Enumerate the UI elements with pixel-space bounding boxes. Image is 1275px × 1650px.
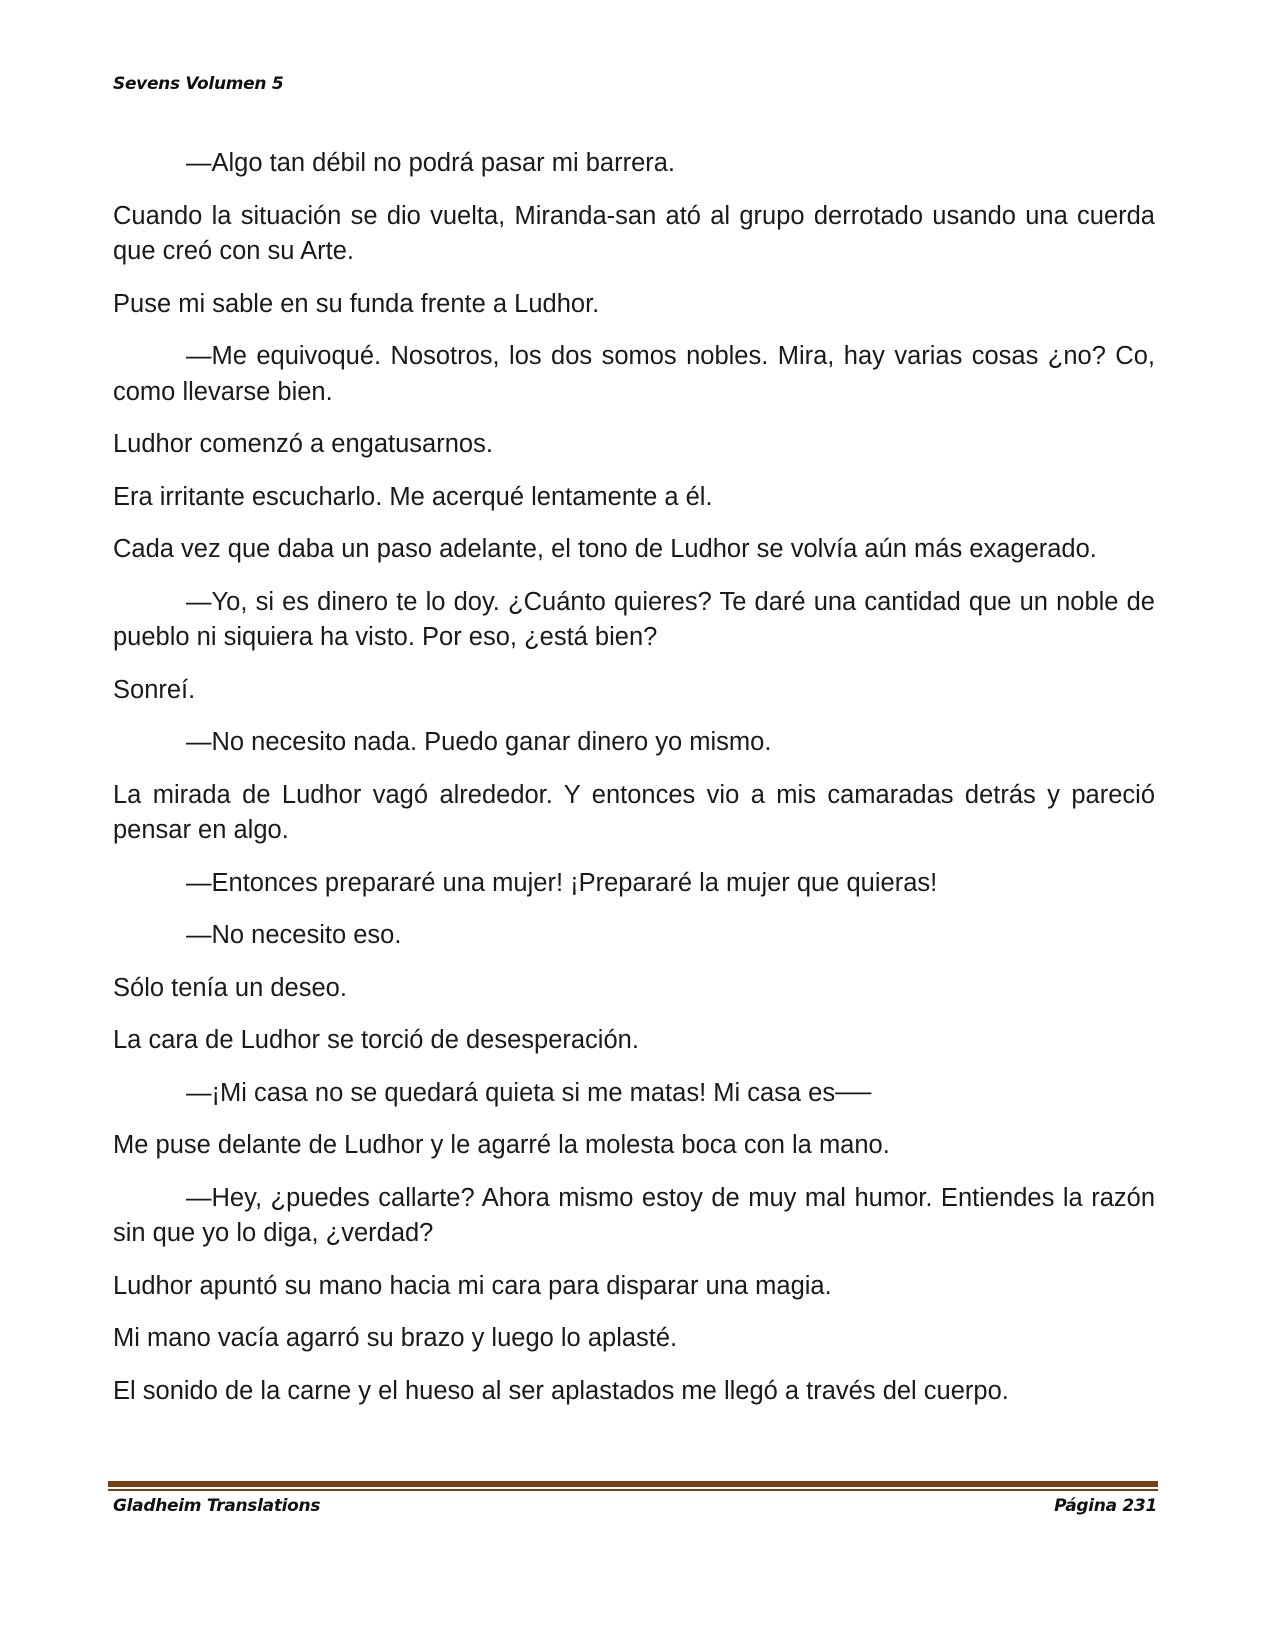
dialogue-paragraph: —Hey, ¿puedes callarte? Ahora mismo estoy de muy mal humor. Entiendes la razón sin que yo lo diga, ¿verdad?	[113, 1183, 1155, 1247]
narrative-paragraph: El sonido de la carne y el hueso al ser aplastados me llegó a través del cuerpo.	[113, 1376, 1009, 1405]
narrative-paragraph: Cada vez que daba un paso adelante, el tono de Ludhor se volvía aún más exagerado.	[113, 535, 1097, 563]
running-header: Sevens Volumen 5	[113, 74, 284, 94]
dialogue-paragraph: —No necesito eso.	[186, 921, 402, 949]
narrative-paragraph: Sonreí.	[113, 675, 196, 704]
dialogue-paragraph: —Me equivoqué. Nosotros, los dos somos nobles. Mira, hay varias cosas ¿no? Co, como llevarse bien.	[113, 342, 1155, 406]
dialogue-paragraph: —Entonces prepararé una mujer! ¡Prepararé la mujer que quieras!	[186, 868, 938, 897]
dialogue-paragraph: —No necesito nada. Puedo ganar dinero yo mismo.	[186, 728, 772, 756]
dialogue-paragraph: —Yo, si es dinero te lo doy. ¿Cuánto quieres? Te daré una cantidad que un noble de pueblo ni siquiera ha visto. Por eso, ¿está bien?	[113, 587, 1155, 651]
narrative-paragraph: Era irritante escucharlo. Me acerqué lentamente a él.	[113, 482, 713, 511]
narrative-paragraph: Sólo tenía un deseo.	[113, 973, 347, 1002]
narrative-paragraph: La cara de Ludhor se torció de desesperación.	[113, 1026, 639, 1054]
dialogue-paragraph: —¡Mi casa no se quedará quieta si me matas! Mi casa es──	[186, 1078, 872, 1107]
narrative-paragraph: Mi mano vacía agarró su brazo y luego lo aplasté.	[113, 1324, 678, 1352]
footer-rule-thin	[108, 1489, 1158, 1491]
page-body	[113, 146, 1155, 1426]
narrative-paragraph: Ludhor comenzó a engatusarnos.	[113, 430, 493, 458]
footer-rule	[108, 1481, 1158, 1491]
footer-page-number: Página 231	[1054, 1496, 1157, 1516]
footer-translator: Gladheim Translations	[113, 1496, 321, 1516]
narrative-paragraph: Ludhor apuntó su mano hacia mi cara para disparar una magia.	[113, 1271, 832, 1300]
narrative-paragraph: La mirada de Ludhor vagó alrededor. Y entonces vio a mis camaradas detrás y pareció pensar en algo.	[113, 780, 1155, 844]
narrative-paragraph: Puse mi sable en su funda frente a Ludhor.	[113, 289, 600, 318]
narrative-paragraph: Cuando la situación se dio vuelta, Miranda-san ató al grupo derrotado usando una cuerda que creó con su Arte.	[113, 201, 1155, 265]
dialogue-paragraph: —Algo tan débil no podrá pasar mi barrera.	[186, 149, 676, 177]
footer-rule-thick	[108, 1481, 1158, 1487]
narrative-paragraph: Me puse delante de Ludhor y le agarré la molesta boca con la mano.	[113, 1131, 890, 1159]
